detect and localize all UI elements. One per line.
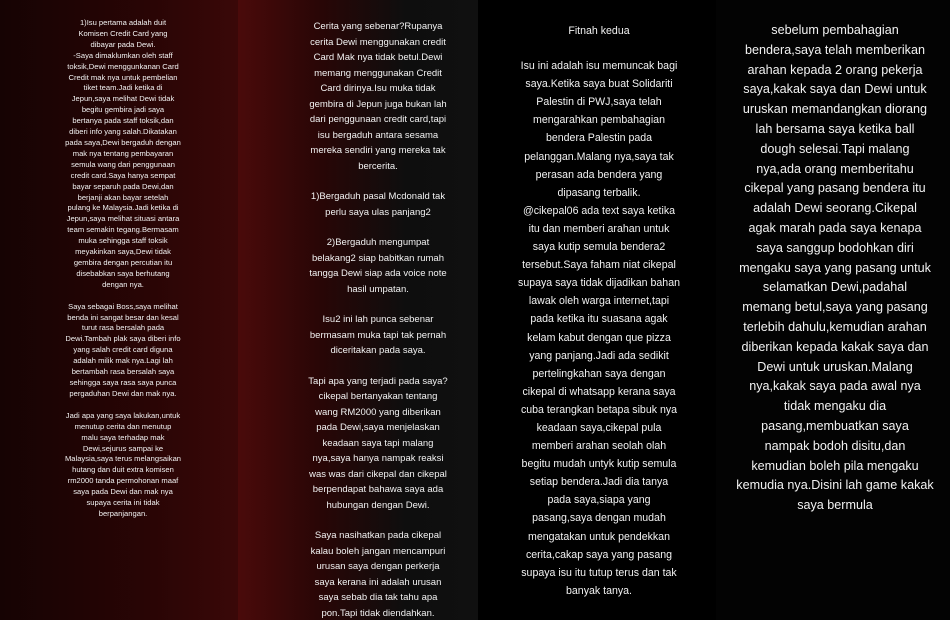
panel-2-paragraph-5: Tapi apa yang terjadi pada saya? cikepal bertanyakan tentang wang RM2000 yang diberikan pada Dewi,saya menjelaskan keadaan saya tapi malang nya,saya hanya nampak reaksi was was dari cikepal dan cikepal berpendapat bahawa saya ada hubungan dengan Dewi. (308, 375, 448, 511)
panel-2-paragraph-3: 2)Bergaduh mengumpat belakang2 siap babitkan rumah tangga Dewi siap ada voice note hasil umpatan. (309, 237, 447, 295)
panel-4-paragraph-1: sebelum pembahagian bendera,saya telah memberikan arahan kepada 2 orang pekerja saya,kakak saya dan Dewi untuk uruskan memandangkan diorang lah bersama saya ketika ball dough selesai.Tapi malang nya,ada orang memberitahu cikepal yang pasang bendera itu adalah Dewi seorang.Cikepal agak marah pada saya kenapa saya sanggup bodohkan diri mengaku saya yang pasang untuk selamatkan Dewi,padahal memang betul,saya yang pasang terlebih dahulu,kemudian arahan diberikan kepada kakak saya dan Dewi untuk uruskan.Malang nya,kakak saya pada awal nya tidak mengaku dia pasang,membuatkan saya nampak bodoh disitu,dan kemudian boleh pila mengaku kemudia nya.Disini lah game kakak saya bermula (736, 23, 934, 513)
panel-2-text (282, 19, 474, 620)
panel-2-paragraph-4: Isu2 ini lah punca sebenar bermasam muka tapi tak pernah diceritakan pada saya. (309, 314, 447, 356)
panel-1-text (48, 18, 198, 520)
story-panel-3 (478, 0, 716, 620)
panel-1-paragraph-3: Jadi apa yang saya lakukan,untuk menutup cerita dan menutup malu saya terhadap mak Dewi,sejurus sampai ke Malaysia,saya terus melangsaikan hutang dan duit extra komisen rm2000 tanda permohonan maaf saya pada Dewi dan mak nya supaya cerita ini tidak berpanjangan. (64, 410, 182, 518)
panel-2-paragraph-6: Saya nasihatkan pada cikepal kalau boleh jangan mencampuri urusan saya dengan perkerja saya kerana ini adalah urusan saya sebab dia tak tahu apa pon.Tapi tidak diendahkan. (310, 530, 446, 619)
panel-3-paragraph-1: Isu ini adalah isu memuncak bagi saya.Ketika saya buat Solidariti Palestin di PWJ,saya telah mengarahkan pembahagian bendera Palestin pada pelanggan.Malang nya,saya tak perasan ada bendera yang dipasang terbalik. @cikepal06 ada text saya ketika itu dan memberi arahan untuk saya kutip semula bendera2 tersebut.Saya faham niat cikepal supaya saya tidak dijadikan bahan lawak oleh warga internet,tapi pada ketika itu suasana agak kelam kabut dengan que pizza yang panjang.Jadi ada sedikit pertelingkahan saya dengan cikepal di whatsapp kerana saya cuba terangkan betapa sibuk nya keadaan saya,cikepal pula memberi arahan seolah olah begitu mudah untyk kutip semula setiap bendera.Jadi dia tanya pada saya,siapa yang pasang,saya dengan mudah mengatakan untuk pendekkan cerita,cakap saya yang pasang supaya isu itu tutup terus dan tak banyak tanya. (518, 60, 680, 597)
panel-1-paragraph-1: 1)Isu pertama adalah duit Komisen Credit Card yang dibayar pada Dewi. -Saya dimaklumkan oleh staff toksik,Dewi menggunkanan Card Credit mak nya untuk pembelian tiket team.Jadi ketika di Jepun,saya melihat Dewi tidak begitu gembira jadi saya bertanya pada staff toksik,dan diberi info yang salah.Dikatakan pada saya,Dewi bergaduh dengan mak nya tentang pembayaran semula wang dari penggunaan credit card.Saya hanya sempat bayar separuh pada Dewi,dan berjanji akan bayar setelah pulang ke Malaysia.Jadi ketika di Jepun,saya melihat situasi antara team semakin tegang.Bermasam muka sehingga staff toksik meyakinkan saya,Dewi tidak gembira dengan percutian itu disebabkan saya berhutang dengan nya. (65, 18, 181, 289)
story-panel-1 (0, 0, 238, 620)
panel-3-heading: Fitnah kedua (568, 25, 630, 37)
panel-2-paragraph-2: 1)Bergaduh pasal Mcdonald tak perlu saya ulas panjang2 (310, 191, 446, 218)
panel-3-text (504, 22, 694, 600)
story-panel-2 (238, 0, 478, 620)
panel-1-paragraph-2: Saya sebagai Boss,saya melihat benda ini sangat besar dan kesal turut rasa bersalah pada Dewi.Tambah plak saya diberi info yang salah credit card diguna adalah milik mak nya.Lagi lah bertambah rasa bersalah saya sehingga saya rasa saya punca pergaduhan Dewi dan mak nya. (65, 301, 181, 398)
story-panel-4 (716, 0, 950, 620)
panel-4-text (724, 21, 946, 516)
panel-2-paragraph-1: Cerita yang sebenar?Rupanya cerita Dewi menggunakan credit Card Mak nya tidak betul.Dewi memang menggunakan Credit Card dirinya.Isu muka tidak gembira di Jepun juga bukan lah dari penggunaan credit card,tapi isu bergaduh antara sesama mereka sendiri yang mereka tak bercerita. (309, 21, 447, 172)
